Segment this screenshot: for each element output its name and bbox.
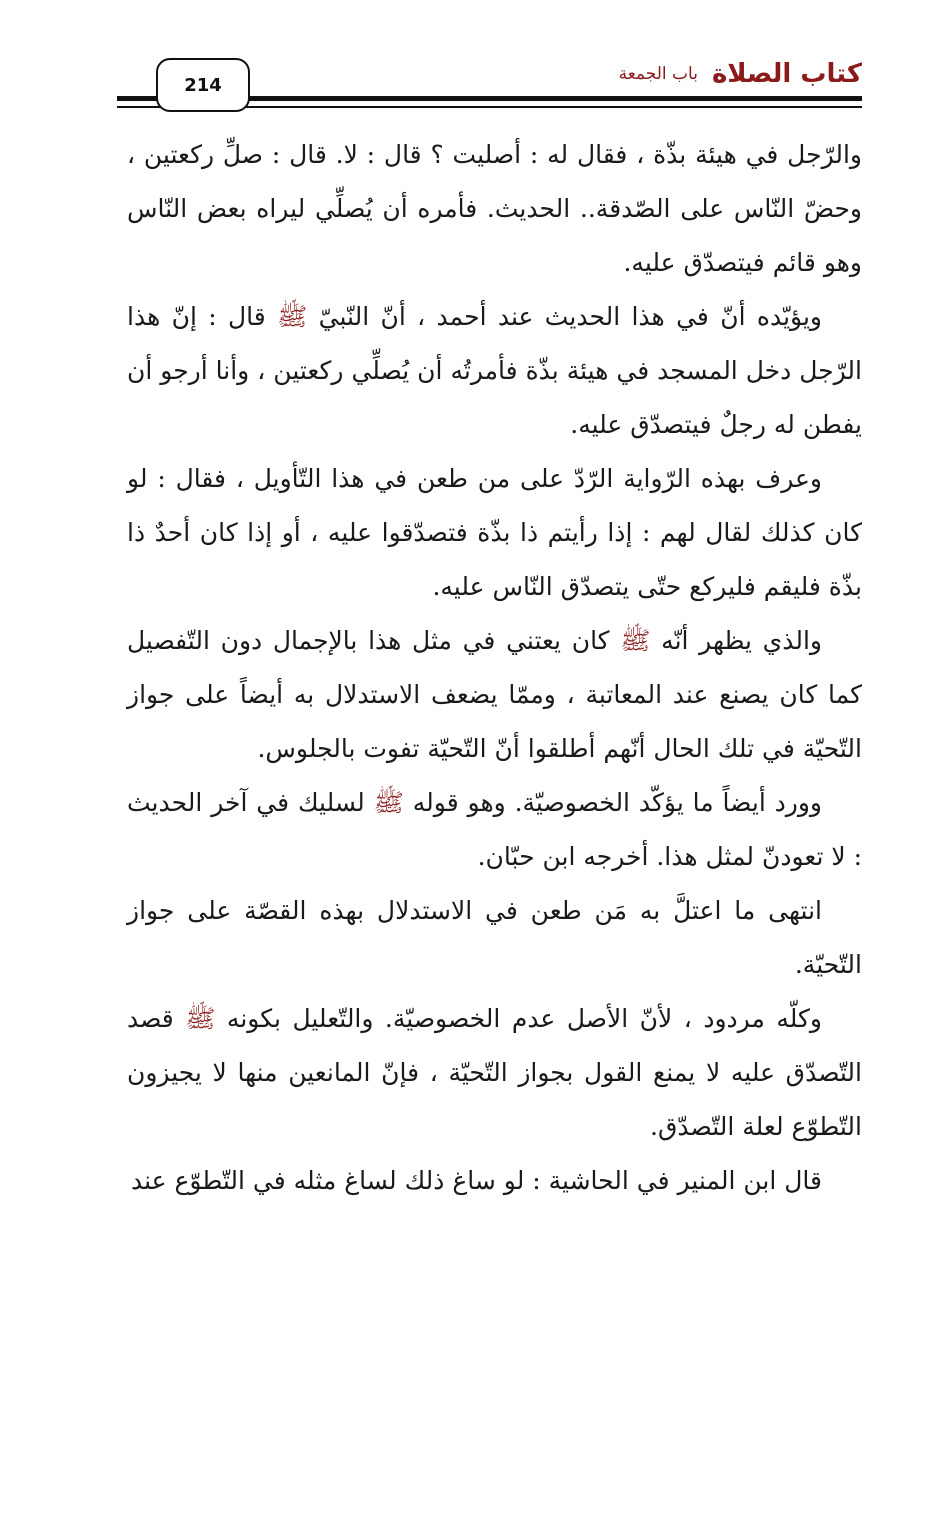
paragraph-text: قال : إنّ هذا الرّجل دخل المسجد في هيئة بذّة فأمرتُه أن يُصلِّي ركعتين ، وأنا أرجو أن يفطن له رجلٌ فيتصدّق عليه. <box>127 302 862 439</box>
paragraph-text: قصد التّصدّق عليه لا يمنع القول بجواز التّحيّة ، فإنّ المانعين منها لا يجيزون التّطوّع لعلة التّصدّق. <box>127 1004 862 1141</box>
paragraph: انتهى ما اعتلَّ به مَن طعن في الاستدلال بهذه القصّة على جواز التّحيّة. <box>127 896 862 979</box>
paragraph-text: كان يعتني في مثل هذا بالإجمال دون التّفصيل كما كان يصنع عند المعاتبة ، وممّا يضعف الاستدلال به أيضاً على جواز التّحيّة في تلك الحال أنّهم أطلقوا أنّ التّحيّة تفوت بالجلوس. <box>127 626 862 763</box>
book-title: كتاب الصلاة <box>711 59 862 89</box>
page-header <box>117 52 862 114</box>
page-number: 214 <box>156 58 250 112</box>
paragraph-text: ويؤيّده أنّ في هذا الحديث عند أحمد ، أنّ النّبيّ <box>307 302 822 331</box>
paragraph-text: لسليك في آخر الحديث : لا تعودنّ لمثل هذا. أخرجه ابن حبّان. <box>127 788 862 871</box>
paragraph: والرّجل في هيئة بذّة ، فقال له : أصليت ؟ قال : لا. قال : صلِّ ركعتين ، وحضّ النّاس على الصّدقة.. الحديث. فأمره أن يُصلِّي ليراه بعض النّاس وهو قائم فيتصدّق عليه. <box>127 140 862 277</box>
paragraph <box>127 614 862 776</box>
paragraph-text: وورد أيضاً ما يؤكّد الخصوصيّة. وهو قوله <box>403 788 822 817</box>
paragraph: قال ابن المنير في الحاشية : لو ساغ ذلك لساغ مثله في التّطوّع عند <box>130 1166 822 1195</box>
pbuh-glyph: ﷺ <box>620 626 651 655</box>
paragraph <box>127 290 862 452</box>
paragraph <box>127 776 862 884</box>
header-titles <box>619 52 862 96</box>
pbuh-glyph: ﷺ <box>277 302 308 331</box>
pbuh-glyph: ﷺ <box>373 788 404 817</box>
chapter-title: باب الجمعة <box>618 64 698 84</box>
paragraph-text: وكلّه مردود ، لأنّ الأصل عدم الخصوصيّة. والتّعليل بكونه <box>215 1004 822 1033</box>
paragraph-text: والذي يظهر أنّه <box>650 626 822 655</box>
page-body <box>127 128 862 1208</box>
paragraph <box>127 992 862 1154</box>
paragraph: وعرف بهذه الرّواية الرّدّ على من طعن في هذا التّأويل ، فقال : لو كان كذلك لقال لهم : إذا رأيتم ذا بذّة فتصدّقوا عليه ، أو إذا كان أحدٌ ذا بذّة فليقم فليركع حتّى يتصدّق النّاس عليه. <box>127 464 862 601</box>
pbuh-glyph: ﷺ <box>185 1004 216 1033</box>
